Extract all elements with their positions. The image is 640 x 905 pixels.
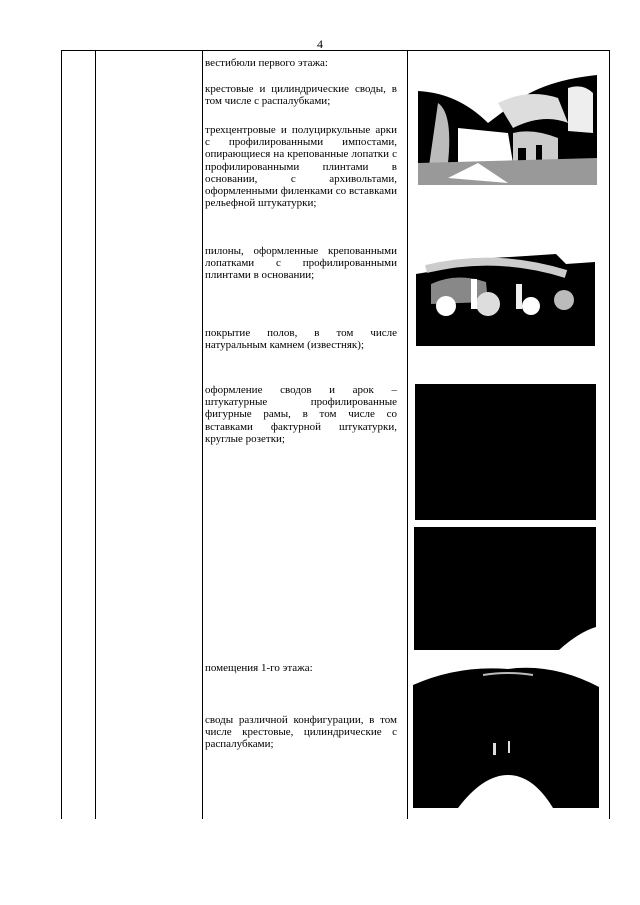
paragraph-floors: покрытие полов, в том числе натуральным камнем (известняк);: [205, 327, 397, 352]
vestibule-photo: [418, 53, 597, 185]
vault-decoration-photo: [415, 384, 596, 520]
paragraph-ground-floor-vaults: своды различной конфигурации, в том числе крестовые, цилиндрические с распалубками;: [205, 714, 397, 751]
paragraph-decoration: оформление сводов и арок – штукатурные профилированные фигурные рамы, в том числе со вставками фактурной штукатурки, круглые розетки;: [205, 384, 397, 445]
paragraph-ground-floor-rooms: помещения 1-го этажа:: [205, 662, 313, 674]
pylons-photo: [416, 244, 595, 346]
page-number: 4: [317, 37, 323, 51]
ground-floor-vaults-photo: [413, 657, 599, 808]
paragraph-vaults: крестовые и цилиндрические своды, в том числе с распалубками;: [205, 83, 397, 108]
paragraph-pylons: пилоны, оформленные крепованными лопатками с профилированными плинтами в основании;: [205, 245, 397, 282]
paragraph-vestibules: вестибюли первого этажа:: [205, 57, 328, 69]
column-divider: [407, 51, 408, 819]
column-divider: [95, 51, 96, 819]
column-divider: [202, 51, 203, 819]
arch-decoration-photo: [414, 527, 596, 650]
paragraph-arches: трехцентровые и полуциркульные арки с профилированными импостами, опирающиеся на крепованные лопатки с профилированными плинтами в основании, с архивольтами, оформленными филенками со вставками рельефной штукатурки;: [205, 124, 397, 210]
